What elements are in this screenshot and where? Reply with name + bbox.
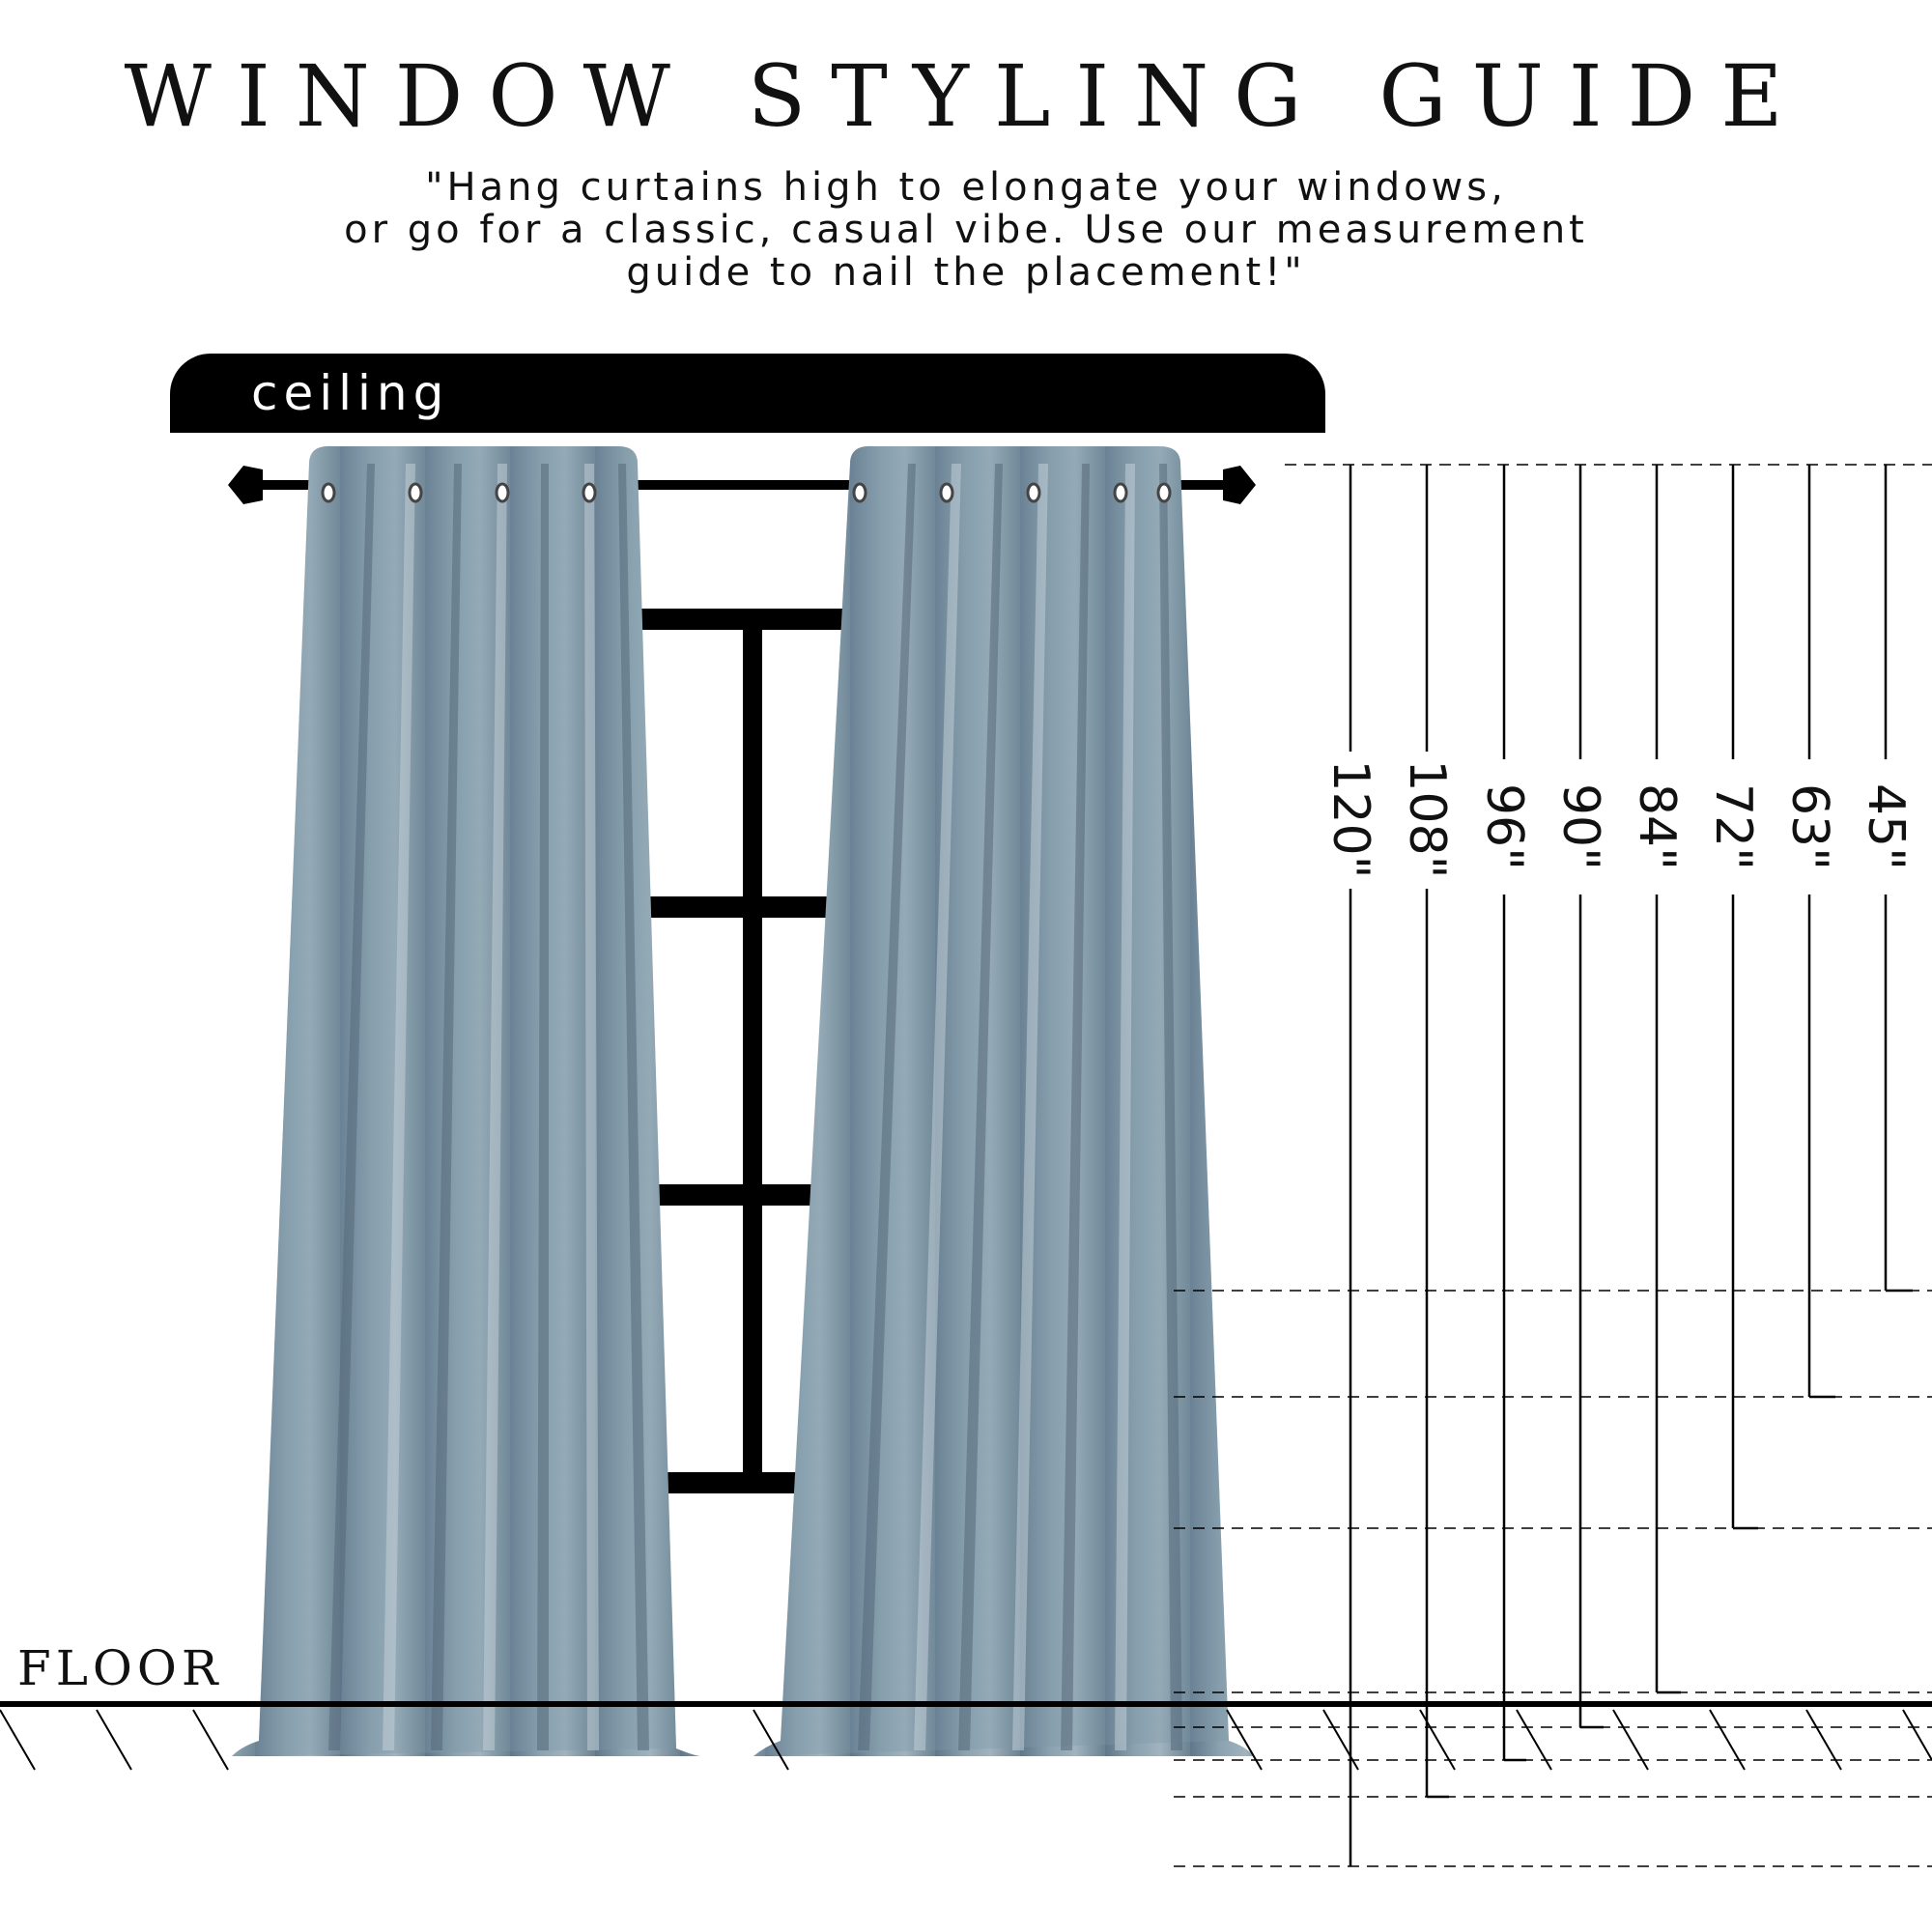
length-label-96: 96" [1475,759,1533,895]
length-label-84: 84" [1628,759,1686,895]
quote-line: or go for a classic, casual vibe. Use our measurement [344,208,1588,252]
length-label-108: 108" [1398,752,1456,887]
left-curtain-panel [232,446,701,1756]
length-label-120: 120" [1321,752,1379,887]
quote-line: "Hang curtains high to elongate your windows, [425,165,1507,210]
quote-line: guide to nail the placement!" [626,250,1306,295]
length-label-45: 45" [1857,759,1915,895]
right-curtain-panel [753,446,1254,1756]
length-label-72: 72" [1704,759,1762,895]
page-title: WINDOW STYLING GUIDE [124,46,1808,146]
ceiling-label: ceiling [251,365,450,421]
length-label-90: 90" [1551,759,1609,895]
measurement-guide [1174,465,1932,1866]
length-label-63: 63" [1780,759,1838,895]
floor-label: FLOOR [17,1640,223,1696]
